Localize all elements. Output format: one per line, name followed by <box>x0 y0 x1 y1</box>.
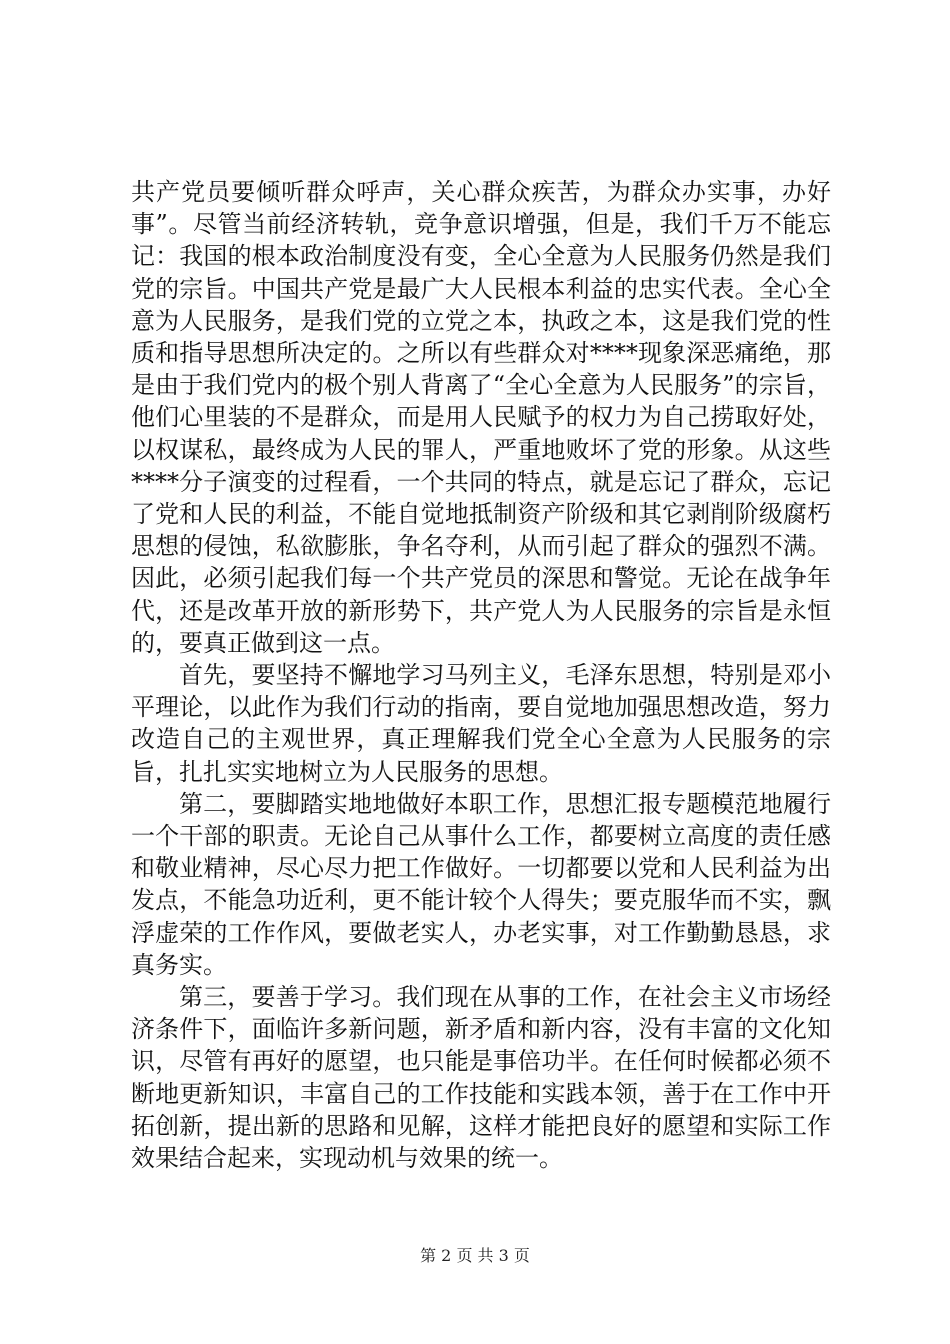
paragraph-1: 共产党员要倾听群众呼声，关心群众疾苦，为群众办实事，办好事”。尽管当前经济转轨，竞争意识增强，但是，我们千万不能忘记：我国的根本政治制度没有变，全心全意为人民服务仍然是我们党的宗旨。中国共产党是最广大人民根本利益的忠实代表。全心全意为人民服务，是我们党的立党之本，执政之本，这是我们党的性质和指导思想所决定的。之所以有些群众对****现象深恶痛绝，那是由于我们党内的极个别人背离了“全心全意为人民服务”的宗旨，他们心里装的不是群众，而是用人民赋予的权力为自己捞取好处，以权谋私，最终成为人民的罪人，严重地败坏了党的形象。从这些****分子演变的过程看，一个共同的特点，就是忘记了群众，忘记了党和人民的利益，不能自觉地抵制资产阶级和其它剥削阶级腐朽思想的侵蚀，私欲膨胀，争名夺利，从而引起了群众的强烈不满。因此，必须引起我们每一个共产党员的深思和警觉。无论在战争年代，还是改革开放的新形势下，共产党人为人民服务的宗旨是永恒的，要真正做到这一点。 <box>131 178 831 657</box>
document-body <box>131 176 831 1174</box>
paragraph-3: 第二，要脚踏实地地做好本职工作，思想汇报专题模范地履行一个干部的职责。无论自己从事什么工作，都要树立高度的责任感和敬业精神，尽心尽力把工作做好。一切都要以党和人民利益为出发点，不能急功近利，更不能计较个人得失；要克服华而不实，飘浮虚荣的工作作风，要做老实人，办老实事，对工作勤勤恳恳，求真务实。 <box>131 789 831 979</box>
page-footer: 第 2 页 共 3 页 <box>420 1246 530 1265</box>
paragraph-4: 第三，要善于学习。我们现在从事的工作，在社会主义市场经济条件下，面临许多新问题，新矛盾和新内容，没有丰富的文化知识，尽管有再好的愿望，也只能是事倍功半。在任何时候都必须不断地更新知识，丰富自己的工作技能和实践本领，善于在工作中开拓创新，提出新的思路和见解，这样才能把良好的愿望和实际工作效果结合起来，实现动机与效果的统一。 <box>131 983 831 1173</box>
paragraph-2: 首先，要坚持不懈地学习马列主义，毛泽东思想，特别是邓小平理论，以此作为我们行动的指南，要自觉地加强思想改造，努力改造自己的主观世界，真正理解我们党全心全意为人民服务的宗旨，扎扎实实地树立为人民服务的思想。 <box>131 661 831 786</box>
